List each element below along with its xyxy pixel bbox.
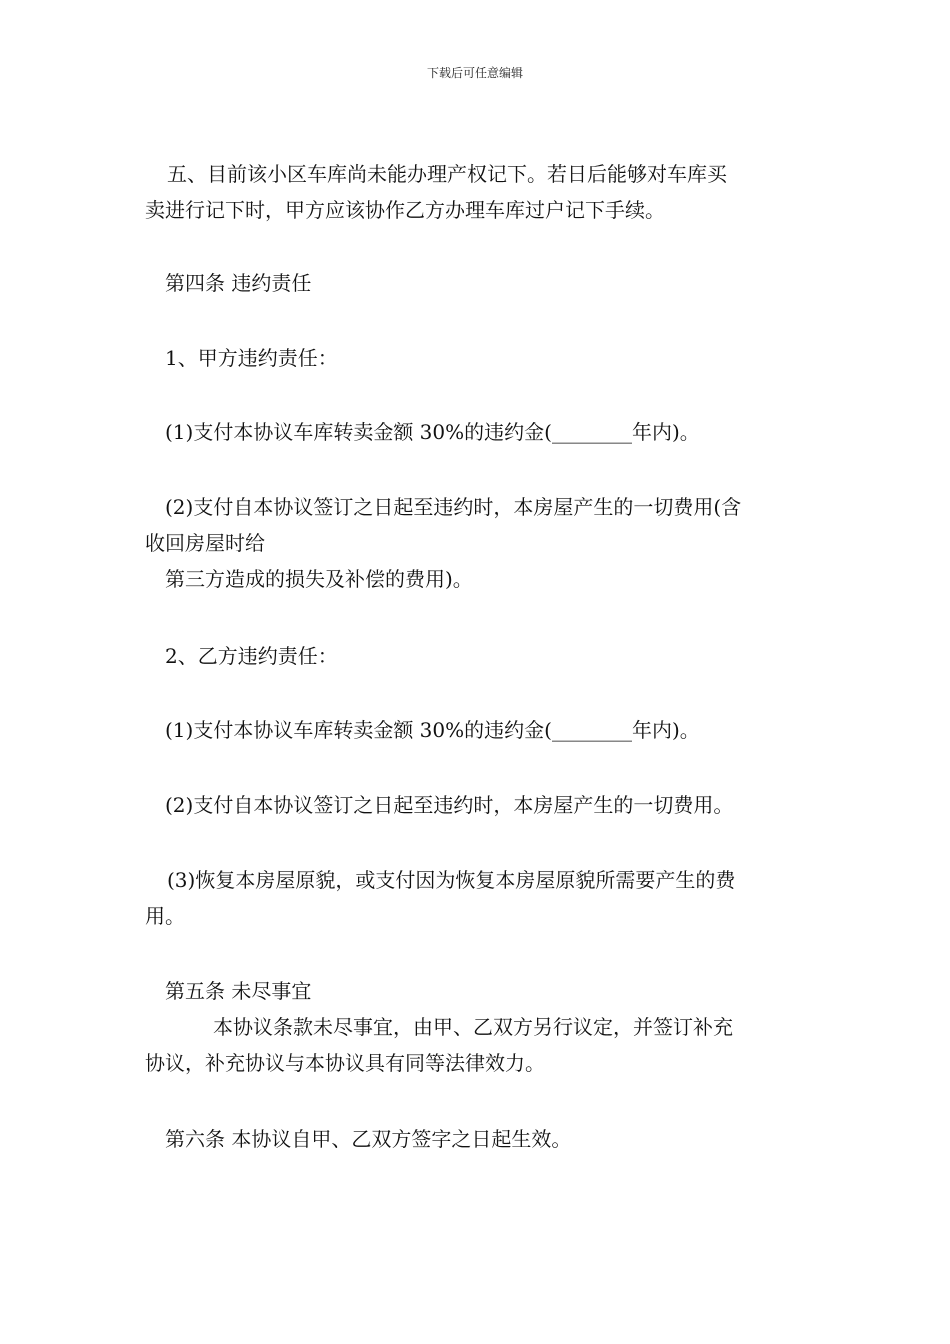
party-a-item-1-text: (1)支付本协议车库转卖金额 30%的违约金(________年内)。 xyxy=(165,420,700,444)
party-b-item-3 xyxy=(145,862,810,934)
article-six xyxy=(145,1121,810,1157)
party-b-liability-title xyxy=(145,638,810,674)
party-b-item-2-text: (2)支付自本协议签订之日起至违约时，本房屋产生的一切费用。 xyxy=(165,793,734,817)
article-six-text: 第六条 本协议自甲、乙双方签字之日起生效。 xyxy=(165,1127,572,1151)
party-b-item-3-line-2: 用。 xyxy=(145,904,185,928)
party-b-item-3-line-1: (3)恢复本房屋原貌，或支付因为恢复本房屋原貌所需要产生的费 xyxy=(167,868,736,892)
article-four-title-text: 第四条 违约责任 xyxy=(165,271,312,295)
clause-five xyxy=(145,156,810,228)
article-five xyxy=(145,973,810,1081)
party-a-item-1 xyxy=(145,414,810,450)
article-five-line-1: 本协议条款未尽事宜，由甲、乙双方另行议定，并签订补充 xyxy=(213,1015,733,1039)
article-five-line-2: 协议，补充协议与本协议具有同等法律效力。 xyxy=(145,1051,545,1075)
party-b-item-1 xyxy=(145,712,810,748)
party-a-item-2-line-1: (2)支付自本协议签订之日起至违约时，本房屋产生的一切费用(含 xyxy=(165,495,742,519)
party-a-item-2-line-3: 第三方造成的损失及补偿的费用)。 xyxy=(165,567,473,591)
article-four-title xyxy=(145,265,810,301)
party-a-liability-title-text: 1、甲方违约责任： xyxy=(165,346,338,370)
party-b-item-1-text: (1)支付本协议车库转卖金额 30%的违约金(________年内)。 xyxy=(165,718,700,742)
party-a-item-2 xyxy=(145,489,810,597)
party-b-liability-title-text: 2、乙方违约责任： xyxy=(165,644,338,668)
article-five-title: 第五条 未尽事宜 xyxy=(165,979,312,1003)
clause-five-line-2: 卖进行记下时，甲方应该协作乙方办理车库过户记下手续。 xyxy=(145,198,665,222)
clause-five-line-1: 五、目前该小区车库尚未能办理产权记下。若日后能够对车库买 xyxy=(167,162,727,186)
page-header: 下载后可任意编辑 xyxy=(426,66,523,80)
party-a-liability-title xyxy=(145,340,810,376)
party-a-item-2-line-2: 收回房屋时给 xyxy=(145,531,265,555)
party-b-item-2 xyxy=(145,787,810,823)
